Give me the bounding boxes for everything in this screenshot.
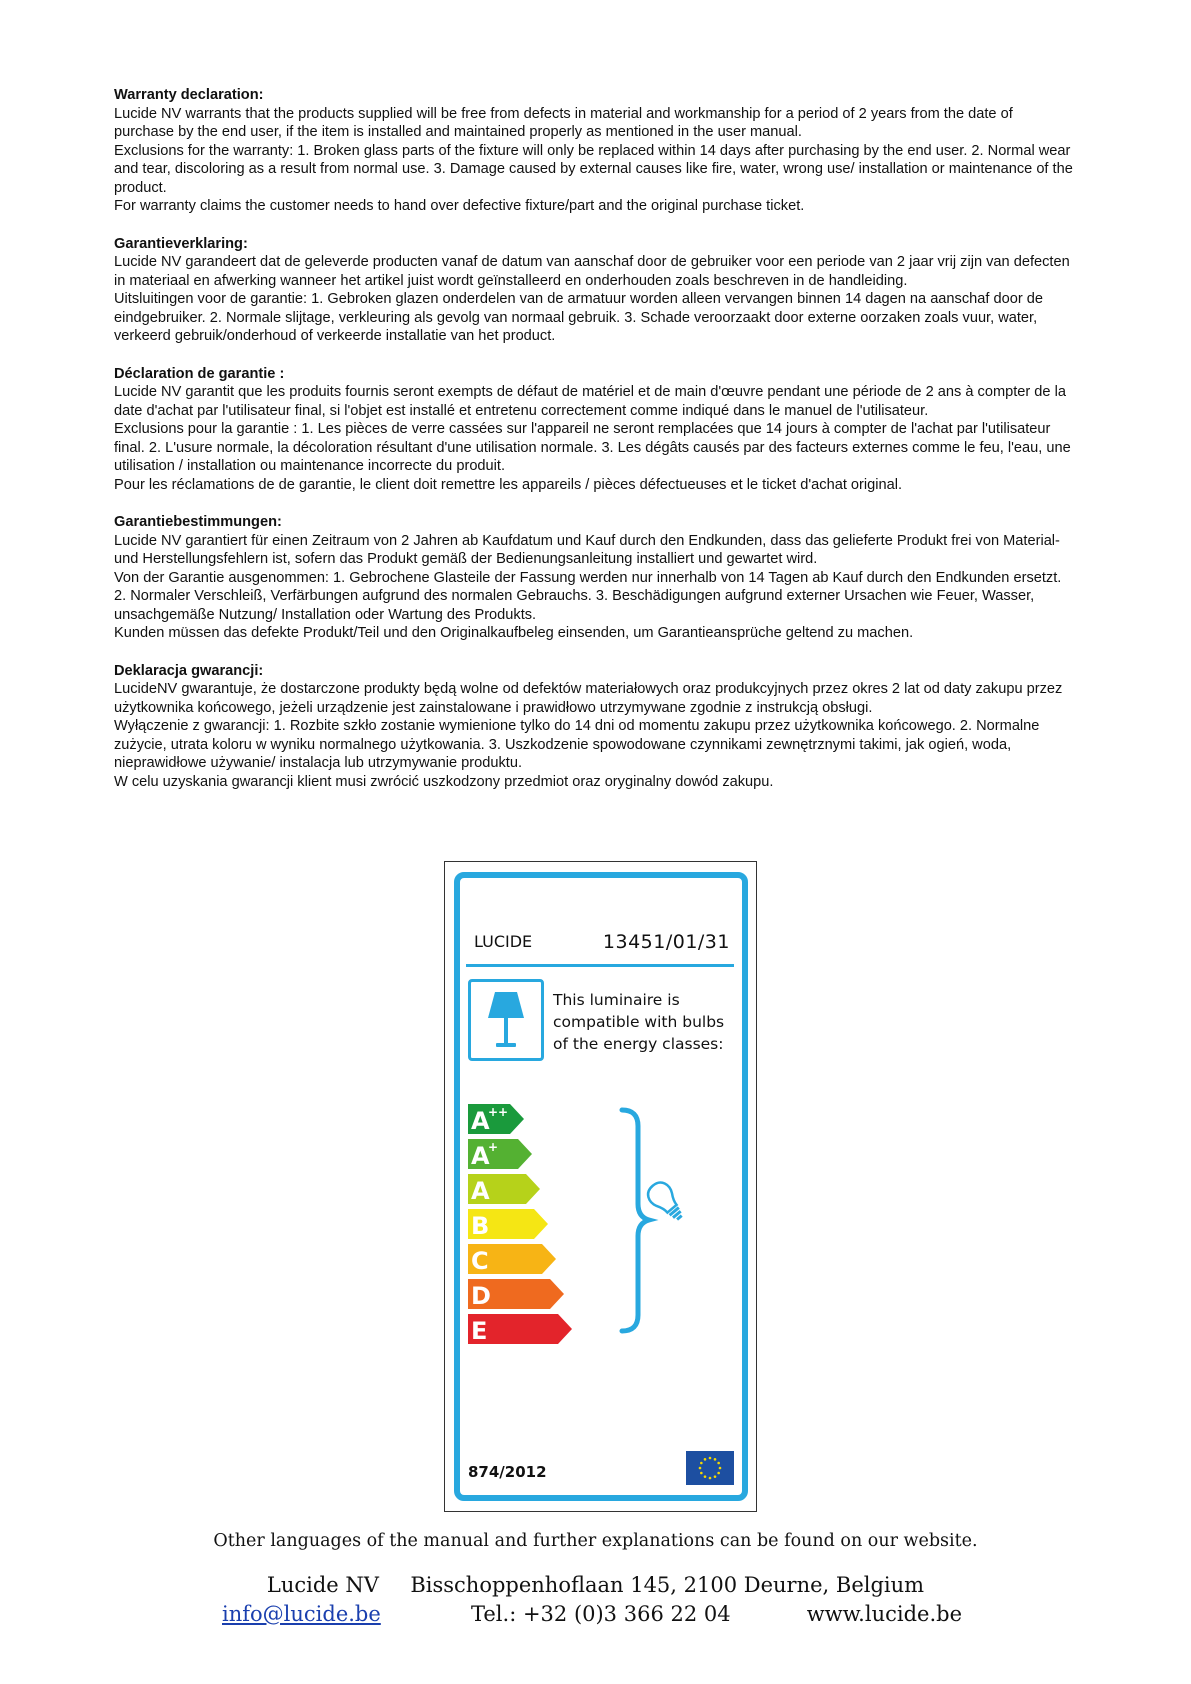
eu-star xyxy=(704,1475,707,1478)
eu-star xyxy=(719,1467,722,1470)
energy-class-aplus xyxy=(468,1139,532,1170)
svg-text:B: B xyxy=(471,1212,490,1240)
label-model-number: 13451/01/31 xyxy=(602,931,730,953)
section-heading: Déclaration de garantie : xyxy=(114,365,285,382)
company-name: Lucide NV xyxy=(266,1573,379,1597)
svg-text:++: ++ xyxy=(488,1105,509,1119)
warranty-sections xyxy=(114,86,1074,810)
energy-class-aplusplus xyxy=(468,1104,524,1135)
svg-text:A: A xyxy=(471,1107,490,1135)
svg-text:D: D xyxy=(471,1282,491,1310)
email-link[interactable]: info@lucide.be xyxy=(222,1602,381,1626)
label-divider xyxy=(466,964,734,967)
warranty-section-fr xyxy=(114,365,1074,495)
section-paragraph: Uitsluitingen voor de garantie: 1. Gebroken glazen onderdelen van de armatuur worden alleen vervangen binnen 14 dagen na aanschaf door de eindgebruiker. 2. Normale slijtage, verkleuring als gevolg van normaal gebruik. 3. Schade veroorzaakt door externe oorzaken zoals vuur, water, verkeerd gebruik/onderhoud of verkeerde installatie van het product. xyxy=(114,291,1043,344)
section-paragraph: LucideNV gwarantuje, że dostarczone produkty będą wolne od defektów materiałowych oraz produkcyjnych przez okres 2 lat od daty zakupu przez użytkownika końcowego, jeżeli urządzenie jest zainstalowane i prawidłowo utrzymywane zgodnie z instrukcją obsługi. xyxy=(114,681,1063,716)
eu-star xyxy=(717,1462,720,1465)
section-heading: Garantieverklaring: xyxy=(114,235,248,252)
eu-star xyxy=(704,1458,707,1461)
energy-class-e xyxy=(468,1314,572,1345)
phone-number: Tel.: +32 (0)3 366 22 04 xyxy=(471,1602,731,1626)
svg-text:A: A xyxy=(471,1142,490,1170)
warranty-section-en xyxy=(114,86,1074,216)
regulation-number: 874/2012 xyxy=(468,1463,547,1481)
svg-text:+: + xyxy=(488,1140,499,1154)
section-paragraph: Von der Garantie ausgenommen: 1. Gebrochene Glasteile der Fassung werden nur innerhalb von 14 Tagen ab Kauf durch den Endkunden ersetzt. 2. Normaler Verschleiß, Verfärbungen aufgrund des normalen Gebrauchs. 3. Beschädigungen aufgrund externer Ursachen wie Feuer, Wasser, unsachgemäße Nutzung/ Installation oder Wartung des Produkts. xyxy=(114,569,1062,623)
table-lamp-icon xyxy=(468,979,544,1061)
energy-class-bracket xyxy=(622,1110,649,1331)
section-paragraph: Lucide NV warrants that the products supplied will be free from defects in material and workmanship for a period of 2 years from the date of purchase by the end user, if the item is installed and maintained properly as mentioned in the user manual. xyxy=(114,105,1013,140)
energy-class-b xyxy=(468,1209,548,1240)
section-heading: Deklaracja gwarancji: xyxy=(114,662,264,679)
svg-text:C: C xyxy=(471,1247,489,1275)
street-address: Bisschoppenhoflaan 145, 2100 Deurne, Belgium xyxy=(410,1573,925,1597)
section-paragraph: For warranty claims the customer needs to hand over defective fixture/part and the original purchase ticket. xyxy=(114,198,805,214)
section-paragraph: Wyłączenie z gwarancji: 1. Rozbite szkło zostanie wymienione tylko do 14 dni od momentu zakupu przez użytkownika końcowego. 2. Normalne zużycie, utrata koloru w wyniku normalnego użytkowania. 3. Uszkodzenie spowodowane czynnikami zewnętrznymi takimi, jak ogień, woda, nieprawidłowe używanie/ instalacja lub utrzymywanie produktu. xyxy=(114,718,1040,771)
section-paragraph: Lucide NV garantiert für einen Zeitraum von 2 Jahren ab Kaufdatum und Kauf durch den Endkunden, dass das gelieferte Produkt frei von Material- und Herstellungsfehlern ist, sofern das Produkt gemäß der Bedienungsanleitung installiert und gewartet wird. xyxy=(114,532,1060,567)
footer-note: Other languages of the manual and further explanations can be found on our website. xyxy=(213,1531,978,1551)
section-paragraph: Lucide NV garandeert dat de geleverde producten vanaf de datum van aanschaf door de gebruiker voor een periode van 2 jaar vrij zijn van defecten in materiaal en afwerking wanneer het artikel juist wordt geïnstalleerd en onderhouden zoals beschreven in de handleiding. xyxy=(114,254,1070,289)
energy-label xyxy=(444,861,757,1512)
eu-star xyxy=(700,1472,703,1475)
warranty-section-de xyxy=(114,513,1074,643)
eu-flag-icon xyxy=(686,1451,734,1485)
eu-star xyxy=(714,1458,717,1461)
section-heading: Warranty declaration: xyxy=(114,87,264,103)
section-paragraph: Pour les réclamations de de garantie, le client doit remettre les appareils / pièces défectueuses et le ticket d'achat original. xyxy=(114,476,903,493)
eu-star xyxy=(709,1457,712,1460)
website-link[interactable]: www.lucide.be xyxy=(806,1602,962,1626)
section-paragraph: W celu uzyskania gwarancji klient musi zwrócić uszkodzony przedmiot oraz oryginalny dowód zakupu. xyxy=(114,773,774,790)
warranty-section-nl xyxy=(114,235,1074,346)
section-paragraph: Lucide NV garantit que les produits fournis seront exempts de défaut de matériel et de main d'œuvre pendant une période de 2 ans à compter de la date d'achat par l'utilisateur final, si l'objet est installé et entretenu correctement comme indiqué dans le manuel de l'utilisateur. xyxy=(114,384,1066,419)
energy-class-scale xyxy=(468,1104,738,1364)
contact-line xyxy=(222,1602,962,1632)
section-paragraph: Exclusions pour la garantie : 1. Les pièces de verre cassées sur l'appareil ne seront remplacées que 14 jours à compter de l'achat par l'utilisateur final. 2. L'usure normale, la décoloration résultant d'une utilisation normale. 3. Les dégâts causés par des facteurs externes comme le feu, l'eau, une utilisation / installation ou maintenance incorrecte du produit. xyxy=(114,421,1071,474)
section-heading: Garantiebestimmungen: xyxy=(114,514,282,530)
section-paragraph: Kunden müssen das defekte Produkt/Teil und den Originalkaufbeleg einsenden, um Garantieansprüche geltend zu machen. xyxy=(114,625,914,641)
warranty-section-pl xyxy=(114,662,1074,792)
energy-class-c xyxy=(468,1244,556,1275)
eu-star xyxy=(699,1467,702,1470)
company-address xyxy=(0,1573,1191,1597)
energy-label-border xyxy=(454,872,748,1501)
energy-class-a xyxy=(468,1174,540,1205)
eu-star xyxy=(717,1472,720,1475)
section-paragraph: Exclusions for the warranty: 1. Broken glass parts of the fixture will only be replaced within 14 days after purchasing by the end user. 2. Normal wear and tear, discoloring as a result from normal use. 3. Damage caused by external causes like fire, water, wrong use/ installation or maintenance of the product. xyxy=(114,142,1073,196)
compatibility-text: This luminaire is compatible with bulbs of the energy classes: xyxy=(553,991,725,1053)
label-brand: LUCIDE xyxy=(474,932,533,951)
eu-star xyxy=(714,1475,717,1478)
svg-text:E: E xyxy=(471,1317,488,1345)
eu-star xyxy=(700,1462,703,1465)
svg-text:A: A xyxy=(471,1177,490,1205)
energy-class-d xyxy=(468,1279,564,1310)
eu-star xyxy=(709,1477,712,1480)
